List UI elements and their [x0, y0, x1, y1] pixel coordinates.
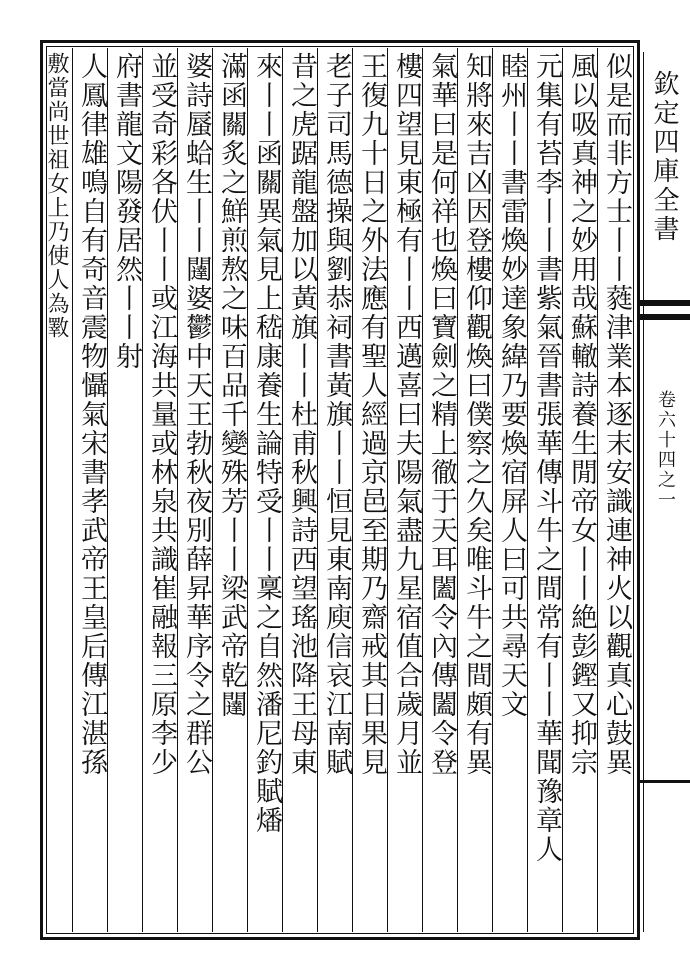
column-rule: [72, 48, 73, 932]
text-column: 並受奇彩各伏丨丨或江海共量或林泉共識崔融報三原李少: [146, 52, 177, 777]
column-rule: [562, 48, 563, 932]
column-rule: [247, 48, 248, 932]
text-column: 婆詩蜃蛤生丨丨闥婆鬱中天王勃秋夜別薛昇華序令之群公: [181, 52, 212, 777]
volume-number: 卷六十四之一: [655, 390, 676, 510]
column-rule: [107, 48, 108, 932]
column-rule: [177, 48, 178, 932]
text-column: 人鳳律雄鳴自有奇音震物懾氣宋書孝武帝王皇后傳江湛孫: [76, 52, 107, 777]
column-rule: [212, 48, 213, 932]
text-column: 元集有苔李丨丨書紫氣晉書張華傳斗牛之間常有丨丨華聞豫章人: [531, 52, 562, 864]
text-column: 樓四望見東極有丨丨西邁喜曰夫陽氣盡九星宿值合歲月並: [391, 52, 422, 777]
text-column: 老子司馬德操與劉恭祠書黃旗丨丨恒見東南庾信哀江南賦: [321, 52, 352, 777]
book-title: 欽定四庫全書: [649, 70, 679, 244]
column-rule: [457, 48, 458, 932]
text-column: 王復九十日之外法應有聖人經過京邑至期乃齋戒其日果見: [356, 52, 387, 777]
text-column: 昔之虎踞龍盤加以黃旗丨丨杜甫秋興詩西望瑤池降王母東: [286, 52, 317, 777]
column-rule: [317, 48, 318, 932]
column-rule: [282, 48, 283, 932]
column-rule: [527, 48, 528, 932]
text-column: 府書龍文陽發居然丨丨射: [111, 52, 142, 371]
text-column: 敷當尚世祖女上乃使人為斁: [44, 52, 69, 340]
fishtail-mark: [640, 300, 690, 320]
column-rule: [492, 48, 493, 932]
text-column: 知將來吉凶因登樓仰觀煥曰僕察之久矣唯斗牛之間頗有異: [461, 52, 492, 777]
column-rule: [597, 48, 598, 932]
fishtail-mark-lower: [640, 780, 690, 783]
text-column: 睦州丨丨書雷煥妙達象緯乃要煥宿屏人曰可共尋天文: [496, 52, 527, 719]
text-column: 風以吸真神之妙用哉蘇轍詩養生閒帝女丨丨絶彭鏗又抑宗: [566, 52, 597, 777]
column-rule: [352, 48, 353, 932]
text-column: 來丨丨函關異氣見上嵇康養生論特受丨丨稟之自然潘尼釣賦燔: [251, 52, 282, 835]
text-column: 滿函關炙之鮮煎熬之味百品千變殊芳丨丨梁武帝乾闥: [216, 52, 247, 719]
text-column: 氣華曰是何祥也煥曰寶劍之精上徹于天耳闔令內傳闔令登: [426, 52, 457, 777]
column-rule: [422, 48, 423, 932]
column-rule: [387, 48, 388, 932]
column-rule: [142, 48, 143, 932]
text-column: 似是而非方士丨丨蕤津業本逐末安識連神火以觀真心鼓異: [601, 52, 632, 777]
